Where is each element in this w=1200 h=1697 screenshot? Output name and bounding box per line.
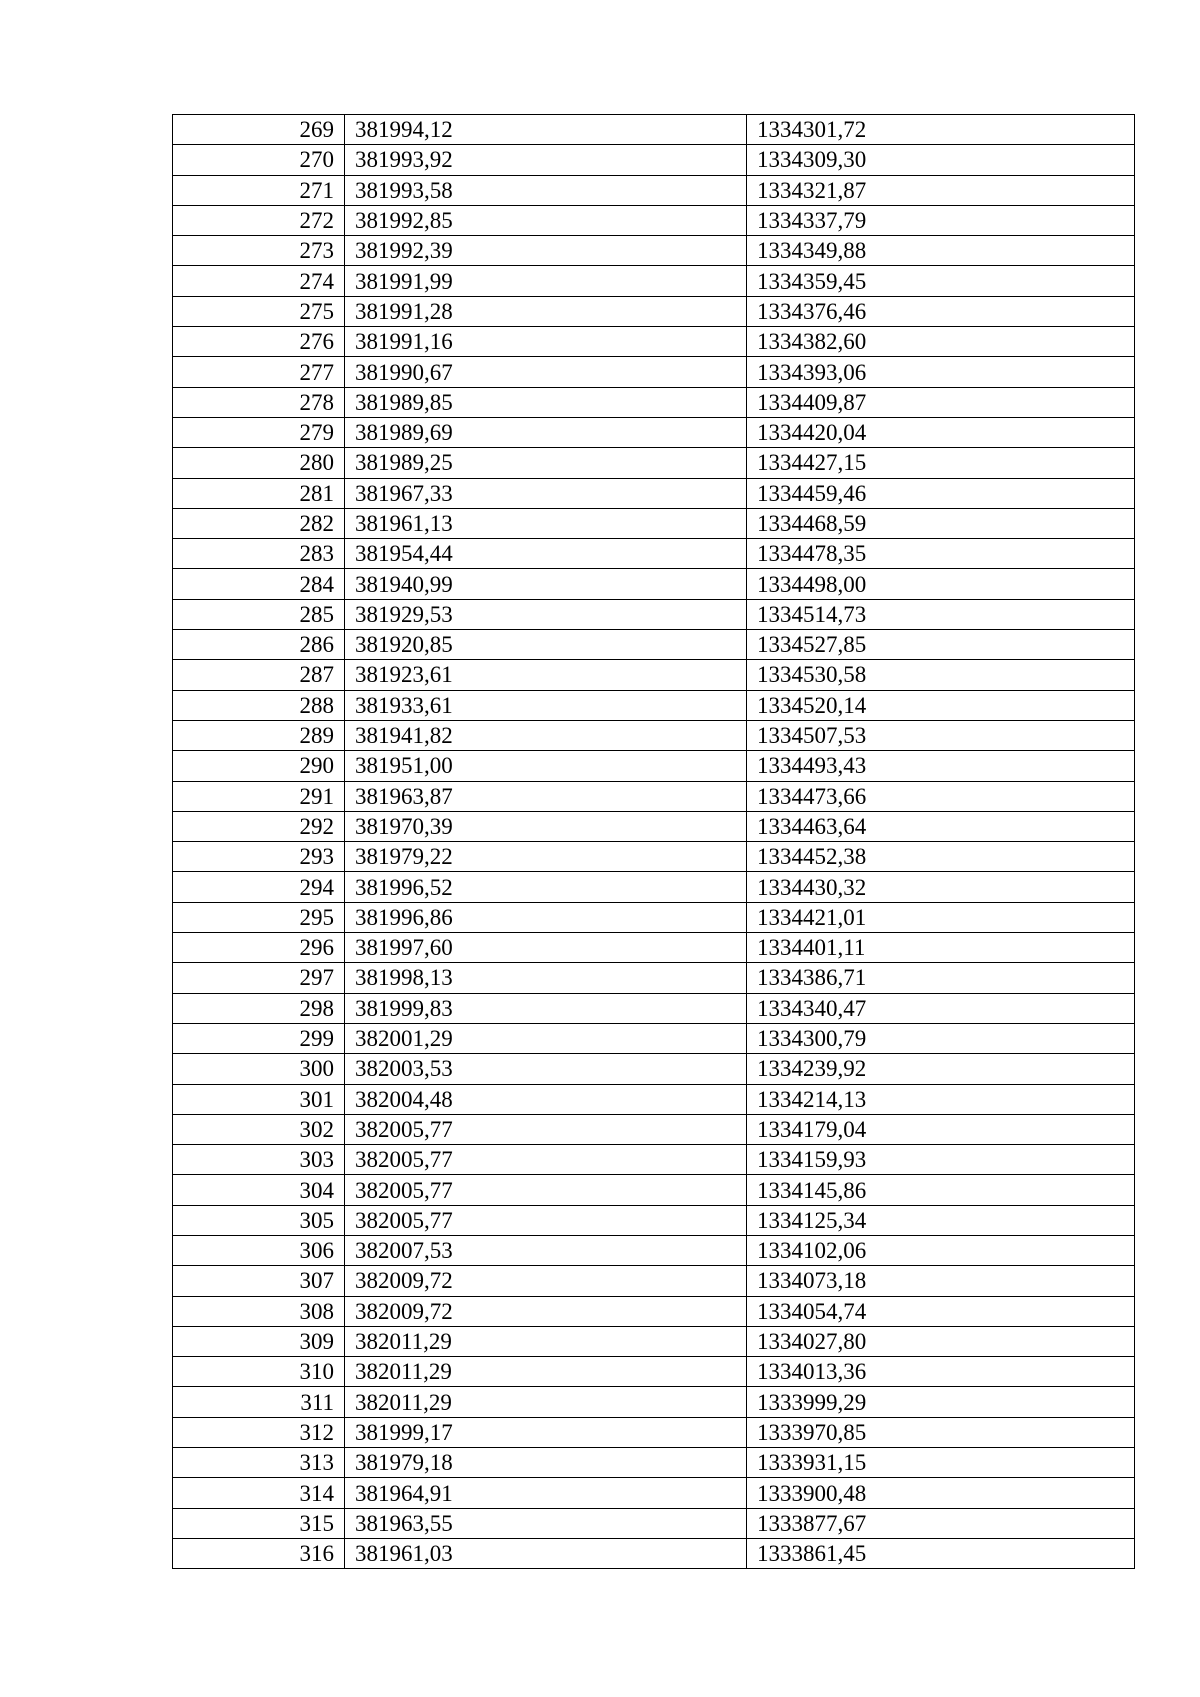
point-number-cell: 302 [173,1114,345,1144]
x-coordinate-cell: 381997,60 [345,933,747,963]
point-number-cell: 292 [173,811,345,841]
point-number-cell: 296 [173,933,345,963]
x-coordinate-cell: 381951,00 [345,751,747,781]
point-number-cell: 293 [173,842,345,872]
x-coordinate-cell: 381970,39 [345,811,747,841]
table-row [173,599,1135,629]
y-coordinate-cell: 1334427,15 [747,448,1135,478]
point-number-cell: 291 [173,781,345,811]
x-coordinate-cell: 382001,29 [345,1023,747,1053]
x-coordinate-cell: 381920,85 [345,630,747,660]
y-coordinate-cell: 1334027,80 [747,1326,1135,1356]
y-coordinate-cell: 1334478,35 [747,539,1135,569]
y-coordinate-cell: 1334421,01 [747,902,1135,932]
x-coordinate-cell: 382009,72 [345,1266,747,1296]
y-coordinate-cell: 1334527,85 [747,630,1135,660]
table-row [173,630,1135,660]
y-coordinate-cell: 1334530,58 [747,660,1135,690]
x-coordinate-cell: 381961,03 [345,1538,747,1568]
x-coordinate-cell: 381979,18 [345,1448,747,1478]
table-row [173,1538,1135,1568]
point-number-cell: 290 [173,751,345,781]
table-row [173,448,1135,478]
table-row [173,417,1135,447]
x-coordinate-cell: 381993,58 [345,175,747,205]
x-coordinate-cell: 381996,52 [345,872,747,902]
x-coordinate-cell: 381963,87 [345,781,747,811]
y-coordinate-cell: 1334349,88 [747,236,1135,266]
x-coordinate-cell: 381990,67 [345,357,747,387]
point-number-cell: 279 [173,417,345,447]
x-coordinate-cell: 381998,13 [345,963,747,993]
point-number-cell: 310 [173,1357,345,1387]
y-coordinate-cell: 1334473,66 [747,781,1135,811]
point-number-cell: 316 [173,1538,345,1568]
table-row [173,1145,1135,1175]
table-row [173,1023,1135,1053]
point-number-cell: 315 [173,1508,345,1538]
y-coordinate-cell: 1334393,06 [747,357,1135,387]
point-number-cell: 300 [173,1054,345,1084]
x-coordinate-cell: 382011,29 [345,1357,747,1387]
table-row [173,1296,1135,1326]
x-coordinate-cell: 381992,39 [345,236,747,266]
y-coordinate-cell: 1334102,06 [747,1235,1135,1265]
x-coordinate-cell: 381923,61 [345,660,747,690]
point-number-cell: 309 [173,1326,345,1356]
table-row [173,751,1135,781]
table-row [173,266,1135,296]
x-coordinate-cell: 381929,53 [345,599,747,629]
y-coordinate-cell: 1334386,71 [747,963,1135,993]
table-row [173,478,1135,508]
x-coordinate-cell: 382005,77 [345,1114,747,1144]
point-number-cell: 283 [173,539,345,569]
table-row [173,1175,1135,1205]
table-row [173,842,1135,872]
point-number-cell: 273 [173,236,345,266]
y-coordinate-cell: 1334507,53 [747,720,1135,750]
y-coordinate-cell: 1334359,45 [747,266,1135,296]
x-coordinate-cell: 382011,29 [345,1326,747,1356]
point-number-cell: 312 [173,1417,345,1447]
x-coordinate-cell: 382007,53 [345,1235,747,1265]
y-coordinate-cell: 1333931,15 [747,1448,1135,1478]
x-coordinate-cell: 381964,91 [345,1478,747,1508]
table-row [173,872,1135,902]
y-coordinate-cell: 1334409,87 [747,387,1135,417]
table-row [173,1417,1135,1447]
point-number-cell: 275 [173,296,345,326]
x-coordinate-cell: 381992,85 [345,205,747,235]
y-coordinate-cell: 1334420,04 [747,417,1135,447]
table-row [173,569,1135,599]
y-coordinate-cell: 1334468,59 [747,508,1135,538]
table-row [173,296,1135,326]
point-number-cell: 276 [173,327,345,357]
table-row [173,1448,1135,1478]
x-coordinate-cell: 382003,53 [345,1054,747,1084]
point-number-cell: 288 [173,690,345,720]
table-row [173,539,1135,569]
point-number-cell: 314 [173,1478,345,1508]
y-coordinate-cell: 1334401,11 [747,933,1135,963]
x-coordinate-cell: 381989,85 [345,387,747,417]
y-coordinate-cell: 1334321,87 [747,175,1135,205]
coordinates-table [172,114,1135,1569]
table-row [173,1114,1135,1144]
x-coordinate-cell: 381989,69 [345,417,747,447]
x-coordinate-cell: 382009,72 [345,1296,747,1326]
table-row [173,1357,1135,1387]
table-row [173,1084,1135,1114]
x-coordinate-cell: 381999,83 [345,993,747,1023]
y-coordinate-cell: 1334013,36 [747,1357,1135,1387]
table-row [173,933,1135,963]
table-row [173,781,1135,811]
y-coordinate-cell: 1334309,30 [747,145,1135,175]
y-coordinate-cell: 1334382,60 [747,327,1135,357]
y-coordinate-cell: 1334498,00 [747,569,1135,599]
y-coordinate-cell: 1333877,67 [747,1508,1135,1538]
point-number-cell: 284 [173,569,345,599]
y-coordinate-cell: 1334125,34 [747,1205,1135,1235]
point-number-cell: 306 [173,1235,345,1265]
x-coordinate-cell: 381954,44 [345,539,747,569]
table-row [173,1326,1135,1356]
table-row [173,660,1135,690]
x-coordinate-cell: 381994,12 [345,115,747,145]
table-row [173,1478,1135,1508]
x-coordinate-cell: 381933,61 [345,690,747,720]
y-coordinate-cell: 1333999,29 [747,1387,1135,1417]
y-coordinate-cell: 1334239,92 [747,1054,1135,1084]
table-row [173,327,1135,357]
point-number-cell: 277 [173,357,345,387]
point-number-cell: 286 [173,630,345,660]
point-number-cell: 270 [173,145,345,175]
table-row [173,145,1135,175]
x-coordinate-cell: 382005,77 [345,1145,747,1175]
coordinates-table-body [173,115,1135,1569]
point-number-cell: 313 [173,1448,345,1478]
x-coordinate-cell: 381961,13 [345,508,747,538]
point-number-cell: 308 [173,1296,345,1326]
y-coordinate-cell: 1334337,79 [747,205,1135,235]
table-row [173,1266,1135,1296]
y-coordinate-cell: 1334054,74 [747,1296,1135,1326]
table-row [173,690,1135,720]
x-coordinate-cell: 381979,22 [345,842,747,872]
table-row [173,1235,1135,1265]
y-coordinate-cell: 1334493,43 [747,751,1135,781]
x-coordinate-cell: 381991,99 [345,266,747,296]
table-row [173,963,1135,993]
point-number-cell: 278 [173,387,345,417]
table-row [173,357,1135,387]
point-number-cell: 285 [173,599,345,629]
point-number-cell: 298 [173,993,345,1023]
y-coordinate-cell: 1334514,73 [747,599,1135,629]
x-coordinate-cell: 381940,99 [345,569,747,599]
y-coordinate-cell: 1334214,13 [747,1084,1135,1114]
table-row [173,1054,1135,1084]
x-coordinate-cell: 381991,16 [345,327,747,357]
y-coordinate-cell: 1334520,14 [747,690,1135,720]
table-row [173,205,1135,235]
point-number-cell: 289 [173,720,345,750]
point-number-cell: 274 [173,266,345,296]
y-coordinate-cell: 1334300,79 [747,1023,1135,1053]
point-number-cell: 280 [173,448,345,478]
y-coordinate-cell: 1334376,46 [747,296,1135,326]
point-number-cell: 299 [173,1023,345,1053]
point-number-cell: 269 [173,115,345,145]
x-coordinate-cell: 381991,28 [345,296,747,326]
point-number-cell: 294 [173,872,345,902]
point-number-cell: 304 [173,1175,345,1205]
point-number-cell: 301 [173,1084,345,1114]
x-coordinate-cell: 381941,82 [345,720,747,750]
x-coordinate-cell: 382005,77 [345,1205,747,1235]
y-coordinate-cell: 1333900,48 [747,1478,1135,1508]
table-row [173,115,1135,145]
y-coordinate-cell: 1334459,46 [747,478,1135,508]
x-coordinate-cell: 381996,86 [345,902,747,932]
table-row [173,902,1135,932]
table-row [173,993,1135,1023]
point-number-cell: 282 [173,508,345,538]
point-number-cell: 271 [173,175,345,205]
y-coordinate-cell: 1334301,72 [747,115,1135,145]
table-row [173,236,1135,266]
table-row [173,720,1135,750]
y-coordinate-cell: 1334430,32 [747,872,1135,902]
y-coordinate-cell: 1334179,04 [747,1114,1135,1144]
x-coordinate-cell: 381967,33 [345,478,747,508]
table-row [173,1205,1135,1235]
point-number-cell: 297 [173,963,345,993]
y-coordinate-cell: 1334159,93 [747,1145,1135,1175]
point-number-cell: 305 [173,1205,345,1235]
table-row [173,175,1135,205]
x-coordinate-cell: 382005,77 [345,1175,747,1205]
point-number-cell: 295 [173,902,345,932]
x-coordinate-cell: 382004,48 [345,1084,747,1114]
y-coordinate-cell: 1334340,47 [747,993,1135,1023]
table-row [173,811,1135,841]
x-coordinate-cell: 381993,92 [345,145,747,175]
y-coordinate-cell: 1333861,45 [747,1538,1135,1568]
point-number-cell: 272 [173,205,345,235]
x-coordinate-cell: 381989,25 [345,448,747,478]
table-row [173,387,1135,417]
point-number-cell: 311 [173,1387,345,1417]
y-coordinate-cell: 1334073,18 [747,1266,1135,1296]
x-coordinate-cell: 381963,55 [345,1508,747,1538]
y-coordinate-cell: 1334145,86 [747,1175,1135,1205]
table-row [173,1387,1135,1417]
point-number-cell: 287 [173,660,345,690]
table-row [173,508,1135,538]
point-number-cell: 307 [173,1266,345,1296]
y-coordinate-cell: 1333970,85 [747,1417,1135,1447]
x-coordinate-cell: 382011,29 [345,1387,747,1417]
point-number-cell: 303 [173,1145,345,1175]
y-coordinate-cell: 1334463,64 [747,811,1135,841]
x-coordinate-cell: 381999,17 [345,1417,747,1447]
table-row [173,1508,1135,1538]
y-coordinate-cell: 1334452,38 [747,842,1135,872]
point-number-cell: 281 [173,478,345,508]
